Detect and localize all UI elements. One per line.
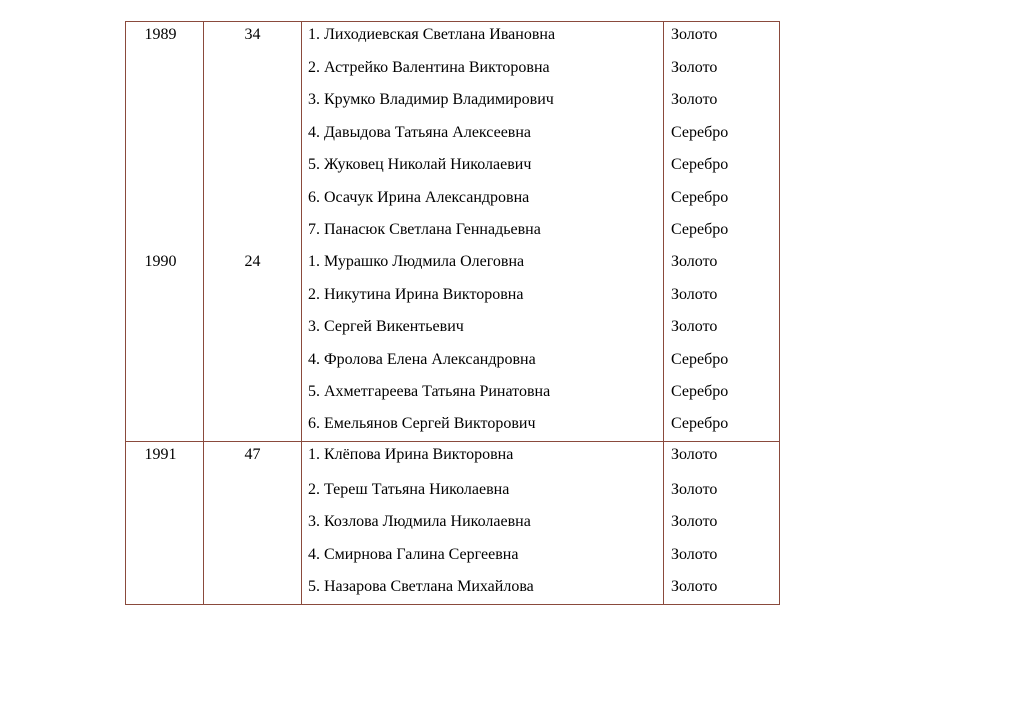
- count-cell: [204, 149, 302, 181]
- table-row: [126, 311, 780, 343]
- name-cell: 6. Емельянов Сергей Викторович: [302, 408, 664, 441]
- table-row: [126, 182, 780, 214]
- medal-cell: Золото: [664, 571, 780, 604]
- medal-cell: Золото: [664, 474, 780, 506]
- table-row: [126, 408, 780, 441]
- count-cell: [204, 311, 302, 343]
- year-cell: [126, 506, 204, 538]
- medal-cell: Серебро: [664, 214, 780, 246]
- table-row: [126, 441, 780, 474]
- medal-cell: Серебро: [664, 408, 780, 441]
- name-cell: 4. Давыдова Татьяна Алексеевна: [302, 117, 664, 149]
- name-cell: 1. Лиходиевская Светлана Ивановна: [302, 22, 664, 53]
- count-cell: [204, 117, 302, 149]
- year-cell: 1991: [126, 441, 204, 474]
- table-row: [126, 22, 780, 53]
- year-cell: [126, 539, 204, 571]
- name-cell: 2. Никутина Ирина Викторовна: [302, 279, 664, 311]
- count-cell: [204, 474, 302, 506]
- table-row: [126, 474, 780, 506]
- year-cell: [126, 182, 204, 214]
- count-cell: [204, 571, 302, 604]
- name-cell: 2. Астрейко Валентина Викторовна: [302, 52, 664, 84]
- name-cell: 3. Козлова Людмила Николаевна: [302, 506, 664, 538]
- count-cell: 34: [204, 22, 302, 53]
- name-cell: 4. Фролова Елена Александровна: [302, 344, 664, 376]
- name-cell: 3. Крумко Владимир Владимирович: [302, 84, 664, 116]
- medal-cell: Серебро: [664, 376, 780, 408]
- table-row: [126, 376, 780, 408]
- medal-winners-table: [125, 21, 780, 605]
- table-row: [126, 84, 780, 116]
- count-cell: [204, 52, 302, 84]
- medal-cell: Золото: [664, 246, 780, 278]
- table-row: [126, 52, 780, 84]
- medal-cell: Золото: [664, 539, 780, 571]
- medal-cell: Серебро: [664, 117, 780, 149]
- name-cell: 4. Смирнова Галина Сергеевна: [302, 539, 664, 571]
- medal-cell: Золото: [664, 441, 780, 474]
- name-cell: 3. Сергей Викентьевич: [302, 311, 664, 343]
- table-row: [126, 246, 780, 278]
- medal-cell: Золото: [664, 22, 780, 53]
- medal-cell: Золото: [664, 84, 780, 116]
- name-cell: 7. Панасюк Светлана Геннадьевна: [302, 214, 664, 246]
- year-cell: [126, 52, 204, 84]
- name-cell: 5. Ахметгареева Татьяна Ринатовна: [302, 376, 664, 408]
- year-cell: [126, 279, 204, 311]
- count-cell: 47: [204, 441, 302, 474]
- year-cell: [126, 149, 204, 181]
- year-cell: [126, 117, 204, 149]
- year-cell: [126, 474, 204, 506]
- year-cell: [126, 344, 204, 376]
- medal-cell: Серебро: [664, 149, 780, 181]
- count-cell: [204, 279, 302, 311]
- medal-cell: Золото: [664, 52, 780, 84]
- table-row: [126, 279, 780, 311]
- table-row: [126, 214, 780, 246]
- name-cell: 2. Тереш Татьяна Николаевна: [302, 474, 664, 506]
- name-cell: 1. Мурашко Людмила Олеговна: [302, 246, 664, 278]
- name-cell: 5. Назарова Светлана Михайлова: [302, 571, 664, 604]
- year-group-1990: [126, 246, 780, 441]
- year-cell: [126, 376, 204, 408]
- table-row: [126, 506, 780, 538]
- count-cell: [204, 506, 302, 538]
- count-cell: [204, 84, 302, 116]
- count-cell: [204, 214, 302, 246]
- name-cell: 6. Осачук Ирина Александровна: [302, 182, 664, 214]
- year-cell: [126, 214, 204, 246]
- year-cell: 1989: [126, 22, 204, 53]
- year-group-1989: [126, 22, 780, 247]
- table-row: [126, 571, 780, 604]
- count-cell: [204, 376, 302, 408]
- count-cell: [204, 344, 302, 376]
- year-cell: [126, 311, 204, 343]
- table-row: [126, 539, 780, 571]
- table-row: [126, 344, 780, 376]
- medal-cell: Золото: [664, 279, 780, 311]
- year-group-1991: [126, 441, 780, 604]
- count-cell: [204, 408, 302, 441]
- table-row: [126, 149, 780, 181]
- medal-cell: Золото: [664, 506, 780, 538]
- year-cell: [126, 84, 204, 116]
- name-cell: 5. Жуковец Николай Николаевич: [302, 149, 664, 181]
- table-row: [126, 117, 780, 149]
- count-cell: 24: [204, 246, 302, 278]
- medal-cell: Серебро: [664, 182, 780, 214]
- year-cell: [126, 571, 204, 604]
- medal-cell: Золото: [664, 311, 780, 343]
- year-cell: 1990: [126, 246, 204, 278]
- name-cell: 1. Клёпова Ирина Викторовна: [302, 441, 664, 474]
- medal-cell: Серебро: [664, 344, 780, 376]
- year-cell: [126, 408, 204, 441]
- count-cell: [204, 539, 302, 571]
- count-cell: [204, 182, 302, 214]
